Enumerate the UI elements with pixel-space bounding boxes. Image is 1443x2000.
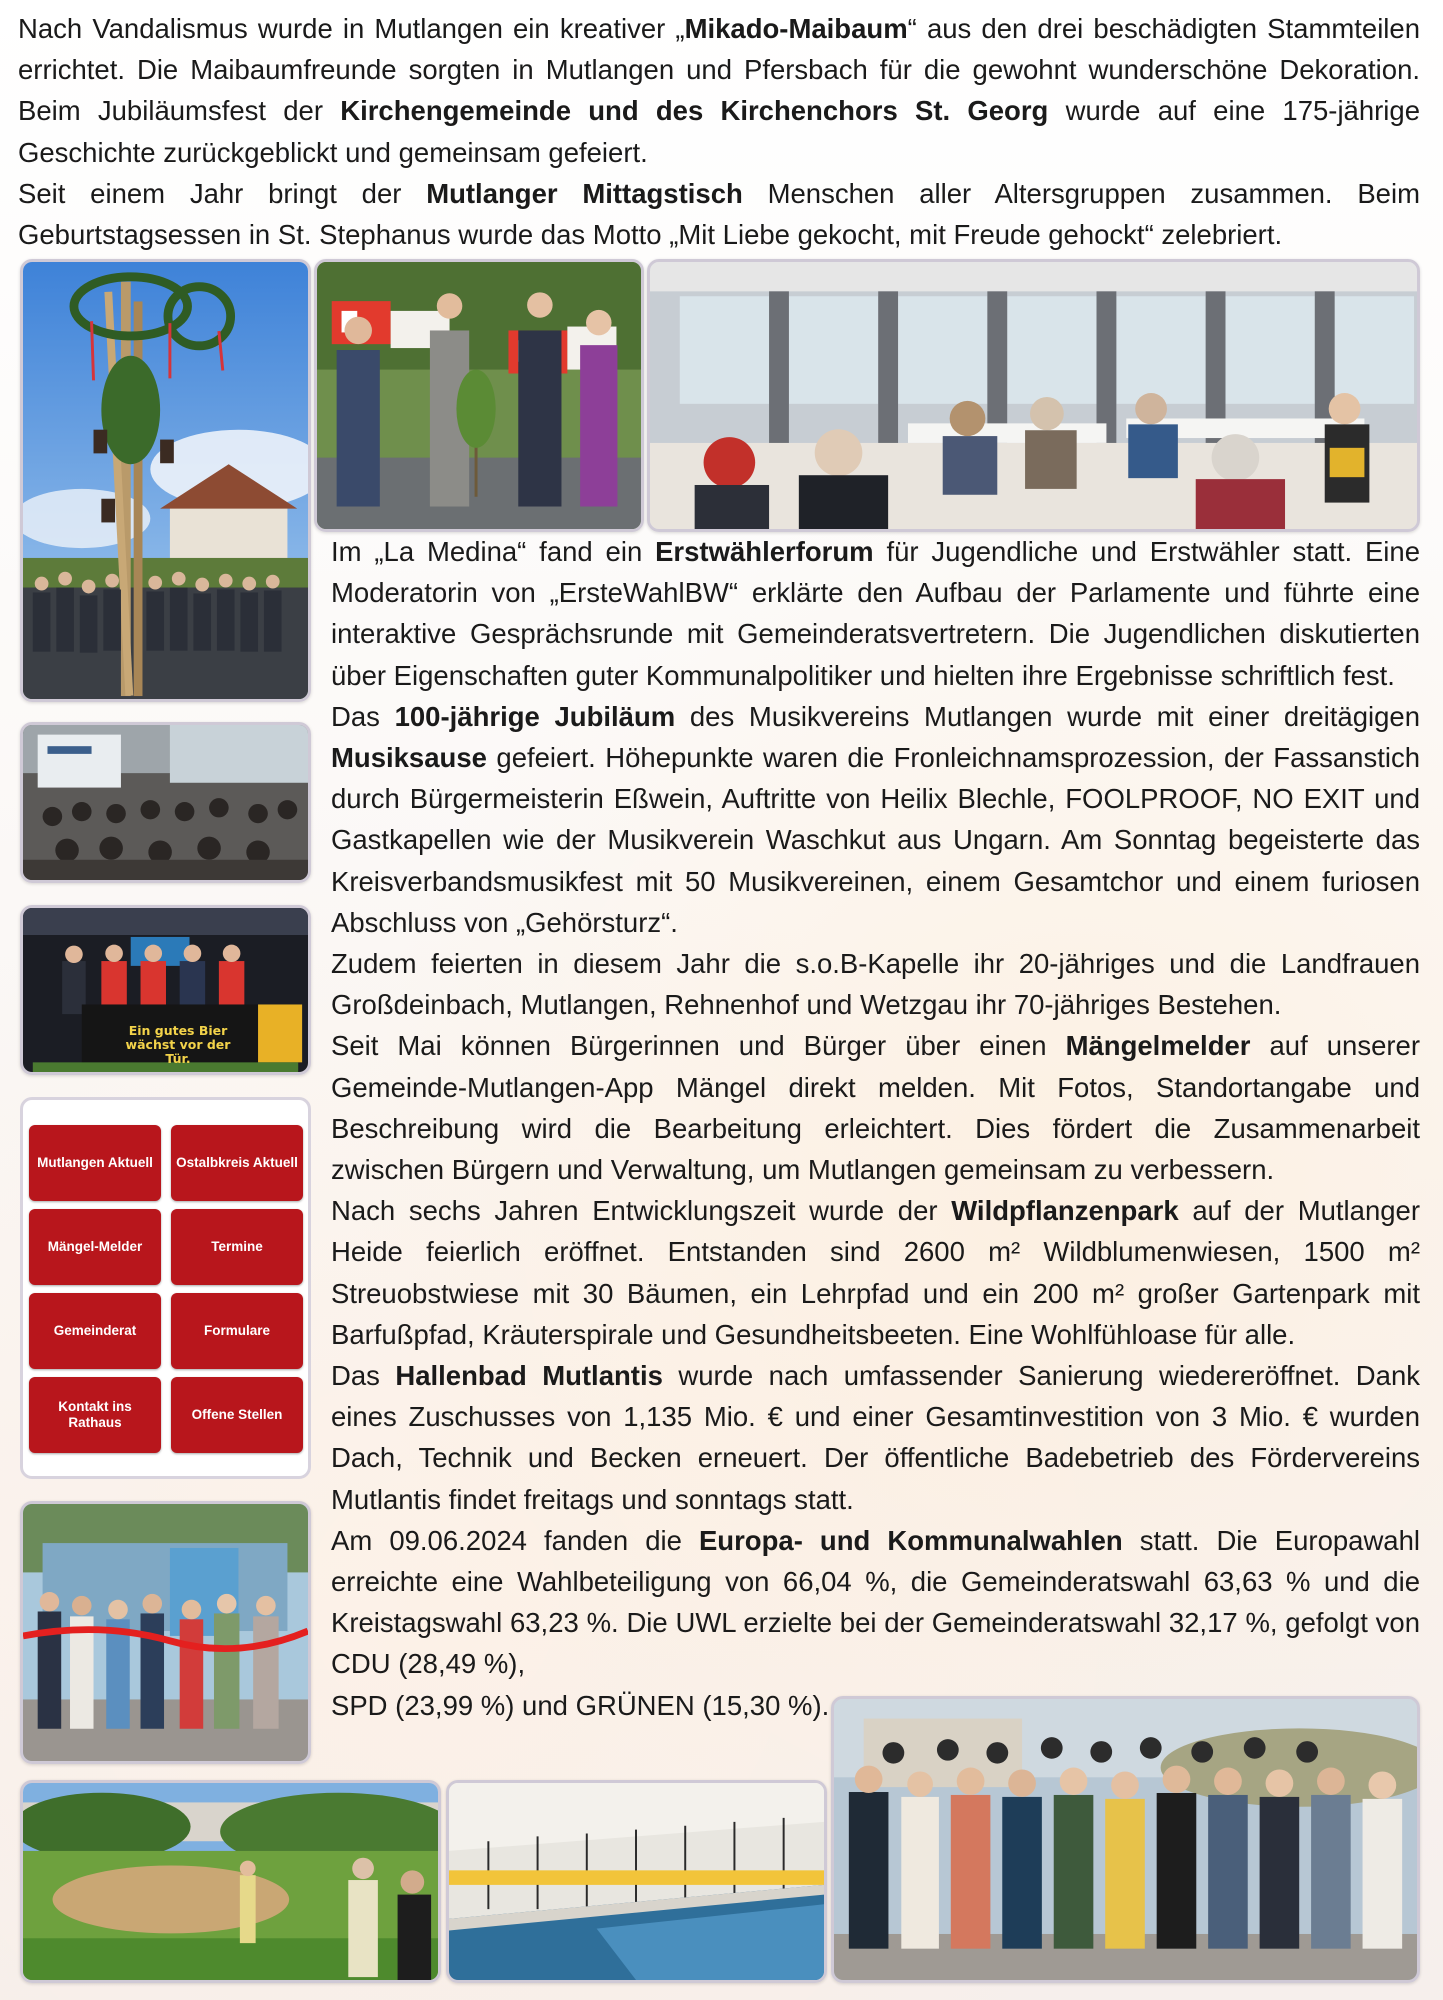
banner-line-2: wächst vor der Tür. [125,1037,231,1066]
bold-text: Hallenbad Mutlantis [395,1360,663,1392]
app-button-offene-stellen: Offene Stellen [171,1377,303,1453]
paragraph-hallenbad [331,1355,1420,1520]
text-segment: auf der Mutlanger Heide feierlich eröffnet. Entstanden sind 2600 m² Wildblumenwiesen, 1500 m² Streuobstwiese mit 30 Bäumen, ein Lehrpfad und ein 200 m² großer Gartenpark mit Barfußpfad, Kräuterspirale und Gesundheitsbeeten. Eine Wohlfühloase für alle. [331,1195,1420,1350]
paragraph-mittagstisch [18,173,1420,255]
text-segment: wurde auf eine 175-jährige Geschichte zurückgeblickt und gemeinsam gefeiert. [18,95,1420,168]
text-segment: gefeiert. Höhepunkte waren die Fronleichnamsprozession, der Fassanstich durch Bürgermeisterin Eßwein, Auftritte von Heilix Blechle, FOOLPROOF, NO EXIT und Gastkapellen wie der Musikverein Waschkut aus Ungarn. Am Sonntag begeisterte das Kreisverbandsmusikfest mit 50 Musikvereinen, einem Gesamtchor und einem furiosen Abschluss von „Gehörsturz“. [331,742,1420,938]
text-segment: “ aus den drei beschädigten Stammteilen errichtet. Die Maibaumfreunde sorgten in Mutlangen und Pfersbach für die gewohnt wunderschöne Dekoration. Beim Jubiläumsfest der [18,13,1420,127]
text-segment: Das [331,700,395,732]
app-button-termine: Termine [171,1209,303,1285]
photo-maibaum [20,259,311,702]
text-segment: Seit einem Jahr bringt der [18,177,427,209]
text-segment: auf unserer Gemeinde-Mutlangen-App Mängel direkt melden. Mit Fotos, Standortangabe und Beschreibung wird die Bearbeitung erleichtert. Dies fördert die Zusammenarbeit zwischen Bürgern und Verwaltung, um Mutlangen gemeinsam zu verbessern. [331,1030,1420,1186]
text-segment: Am 09.06.2024 fanden die [331,1524,699,1556]
photo-erstwaehlerforum [20,722,311,883]
paragraph-maibaum [18,8,1420,173]
photo-spendenuebergabe [314,259,644,532]
paragraph-wahlen [331,1520,1420,1685]
paragraph-maengelmelder [331,1025,1420,1190]
text-segment: für Jugendliche und Erstwähler statt. Eine Moderatorin von „ErsteWahlBW“ erklärte den Aufbau der Parlamente und führte eine interaktive Gesprächsrunde mit Gemeinderatsvertretern. Die Jugendlichen diskutierten über Eigenschaften guter Kommunalpolitiker und hielten ihre Ergebnisse schriftlich fest. [331,536,1420,691]
bold-text: Kirchengemeinde und des Kirchenchors St. Georg [340,95,1049,127]
app-button-ostalbkreis-aktuell: Ostalbkreis Aktuell [171,1125,303,1201]
bold-text: Mutlanger Mittagstisch [426,177,743,209]
paragraph-erstwaehlerforum [331,531,1420,696]
bold-text: Erstwählerforum [655,536,874,567]
text-segment: des Musikvereins Mutlangen wurde mit einer dreitägigen [675,700,1420,732]
bold-text: Musiksause [331,742,487,774]
intro-text [18,8,1420,255]
bold-text: Mängelmelder [1065,1030,1251,1062]
paragraph-musikverein [331,696,1420,943]
text-segment: Zudem feierten in diesem Jahr die s.o.B-Kapelle ihr 20-jähriges und die Landfrauen Großdeinbach, Mutlangen, Rehnenhof und Wetzgau ihr 70-jähriges Bestehen. [331,948,1420,1021]
photo-musikverein [20,905,311,1075]
app-button-gemeinderat: Gemeinderat [29,1293,161,1369]
text-segment: statt. Die Europawahl erreichte eine Wahlbeteiligung von 66,04 %, die Gemeinderatswahl 63,63 % und die Kreistagswahl 63,23 %. Die UWL erzielte bei der Gemeinderatswahl 32,17 %, gefolgt von CDU (28,49 %), [331,1524,1421,1680]
app-button-maengel-melder: Mängel-Melder [29,1209,161,1285]
photo-hallenbad [446,1780,827,1983]
text-segment: Menschen aller Altersgruppen zusammen. Beim Geburtstagsessen in St. Stephanus wurde das Motto „Mit Liebe gekocht, mit Freude gehockt“ zelebriert. [18,177,1420,251]
app-button-formulare: Formulare [171,1293,303,1369]
bold-text: Mikado-Maibaum [684,13,908,44]
text-segment: Das [331,1360,396,1392]
app-button-mutlangen-aktuell: Mutlangen Aktuell [29,1125,161,1201]
photo-mittagstisch [647,259,1420,532]
bold-text: Wildpflanzenpark [951,1195,1179,1227]
text-segment: Im „La Medina“ fand ein [331,536,656,567]
photo-gemeinderat-gruppe [831,1696,1420,1983]
banner-line-1: Ein gutes Bier [128,1023,228,1038]
app-button-kontakt-rathaus: Kontakt ins Rathaus [29,1377,161,1453]
text-segment: Seit Mai können Bürgerinnen und Bürger über einen [331,1030,1066,1062]
text-segment: SPD (23,99 %) und GRÜNEN (15,30 %). [331,1689,830,1721]
app-menu-screenshot [20,1097,311,1479]
text-segment: Nach sechs Jahren Entwicklungszeit wurde der [331,1195,952,1227]
photo-wildpflanzenpark [20,1780,441,1983]
paragraph-jubilaeen [331,943,1420,1025]
text-segment: wurde nach umfassender Sanierung wiedereröffnet. Dank eines Zuschusses von 1,135 Mio. € und einer Gesamtinvestition von 3 Mio. € wurden Dach, Technik und Becken erneuert. Der öffentliche Badebetrieb des Fördervereins Mutlantis findet freitags und sonntags statt. [331,1360,1420,1515]
text-segment: Nach Vandalismus wurde in Mutlangen ein kreativer „ [18,13,685,44]
paragraph-wildpflanzenpark [331,1190,1420,1355]
bold-text: Europa- und Kommunalwahlen [698,1524,1123,1556]
bold-text: 100-jährige Jubiläum [394,700,676,732]
photo-eroeffnung [20,1501,311,1764]
main-text [331,531,1420,1726]
